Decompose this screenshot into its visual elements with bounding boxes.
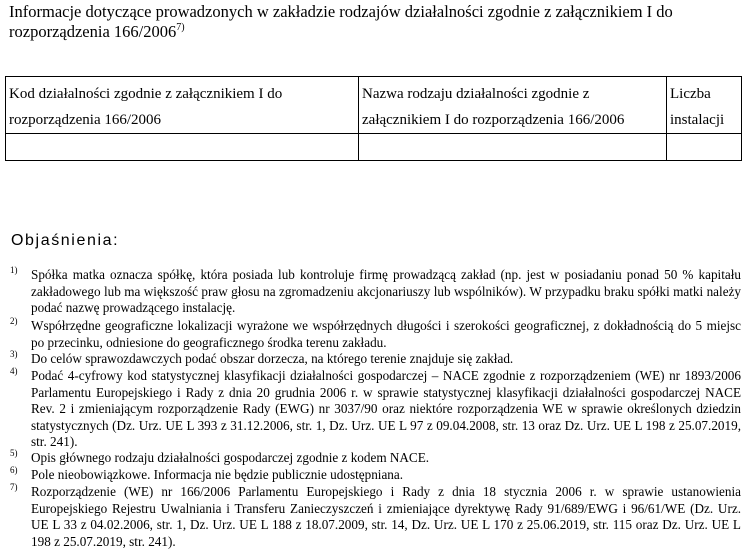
cell-activity-code-input[interactable] [6, 134, 359, 161]
section-heading-text: Informacje dotyczące prowadzonych w zakładzie rodzajów działalności zgodnie z załącznikiem I do rozporządzenia 166/2006 [9, 2, 673, 41]
footnote-7 [10, 484, 741, 550]
header-activity-code: Kod działalności zgodnie z załącznikiem I do rozporządzenia 166/2006 [6, 77, 359, 134]
heading-footnote-ref: 7) [176, 22, 185, 33]
cell-installation-count-input[interactable] [667, 134, 742, 161]
footnote-text: Pole nieobowiązkowe. Informacja nie będzie publicznie udostępniana. [31, 467, 404, 482]
footnote-text: Spółka matka oznacza spółkę, która posiada lub kontroluje firmę prowadzącą zakład (np. jest w posiadaniu ponad 50 % kapitału zakładowego lub ma większość praw głosu na zgromadzeniu akcjonariuszy lub wspólników). W przypadku braku spółki matki należy podać nazwę prowadzącego instalację. [31, 267, 741, 315]
activities-table [5, 76, 742, 161]
table-row [6, 134, 742, 161]
footnote-number: 3) [10, 349, 18, 359]
notes-title: Objaśnienia: [11, 232, 120, 249]
footnote-1 [10, 267, 741, 317]
header-activity-name: Nazwa rodzaju działalności zgodnie z załącznikiem I do rozporządzenia 166/2006 [359, 77, 667, 134]
footnote-5 [10, 450, 741, 467]
table-header-row [6, 77, 742, 134]
header-installation-count: Liczba instalacji [667, 77, 742, 134]
cell-activity-name-input[interactable] [359, 134, 667, 161]
footnote-number: 1) [10, 265, 18, 275]
footnote-number: 5) [10, 448, 18, 458]
footnote-number: 2) [10, 316, 18, 326]
footnote-number: 4) [10, 366, 18, 376]
section-heading [9, 2, 741, 42]
footnote-6 [10, 467, 741, 484]
footnote-number: 7) [10, 482, 18, 492]
footnote-text: Rozporządzenie (WE) nr 166/2006 Parlamentu Europejskiego i Rady z dnia 18 stycznia 2006 r. w sprawie ustanowienia Europejskiego Rejestru Uwalniania i Transferu Zanieczyszczeń i zmieniające dyrektywę Rady 91/689/EWG i 96/61/WE (Dz. Urz. UE L 33 z 04.02.2006, str. 1, Dz. Urz. UE L 188 z 18.07.2009, str. 14, Dz. Urz. UE L 170 z 25.06.2019, str. 115 oraz Dz. Urz. UE L 198 z 25.07.2019, str. 241). [31, 484, 741, 549]
footnote-number: 6) [10, 465, 18, 475]
footnote-text: Podać 4-cyfrowy kod statystycznej klasyfikacji działalności gospodarczej – NACE zgodnie z rozporządzeniem (WE) nr 1893/2006 Parlamentu Europejskiego i Rady z dnia 20 grudnia 2006 r. w sprawie statystycznej klasyfikacji działalności gospodarczej NACE Rev. 2 i zmieniającym rozporządzenie Rady (EWG) nr 3037/90 oraz niektóre rozporządzenia WE w sprawie określonych dziedzin statystycznych (Dz. Urz. UE L 393 z 31.12.2006, str. 1, Dz. Urz. UE L 97 z 09.04.2008, str. 13 oraz Dz. Urz. UE L 198 z 25.07.2019, str. 241). [31, 368, 741, 449]
footnote-3 [10, 351, 741, 368]
footnote-2 [10, 318, 741, 351]
footnote-text: Współrzędne geograficzne lokalizacji wyrażone we współrzędnych długości i szerokości geograficznej, z dokładnością do 5 miejsc po przecinku, odniesione do geograficznego środka terenu zakładu. [31, 318, 741, 350]
footnote-4 [10, 368, 741, 451]
footnote-text: Opis głównego rodzaju działalności gospodarczej zgodnie z kodem NACE. [31, 450, 430, 465]
footnote-text: Do celów sprawozdawczych podać obszar dorzecza, na którego terenie znajduje się zakład. [31, 351, 514, 366]
